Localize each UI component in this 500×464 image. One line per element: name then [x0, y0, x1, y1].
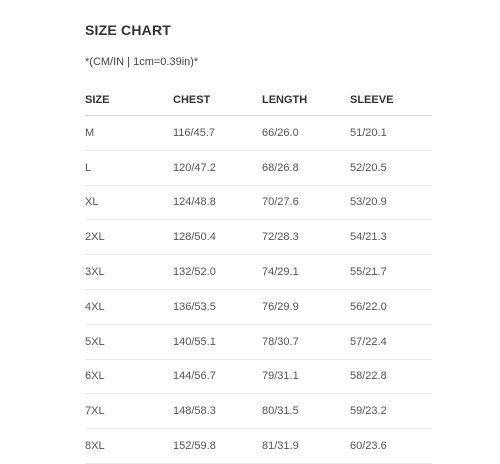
- size-cell: 8XL: [85, 429, 173, 464]
- table-row: [85, 394, 432, 429]
- column-header-length: LENGTH: [262, 84, 350, 116]
- table-header: [85, 84, 432, 116]
- sleeve-cell: 53/20.9: [350, 185, 432, 220]
- length-cell: 68/26.8: [262, 150, 350, 185]
- table-row: [85, 220, 432, 255]
- chest-cell: 128/50.4: [173, 220, 262, 255]
- sleeve-cell: 58/22.8: [350, 359, 432, 394]
- length-cell: 79/31.1: [262, 359, 350, 394]
- size-cell: 6XL: [85, 359, 173, 394]
- table-body: [85, 116, 432, 464]
- column-header-sleeve: SLEEVE: [350, 84, 432, 116]
- chest-cell: 120/47.2: [173, 150, 262, 185]
- size-table: [85, 84, 432, 464]
- table-row: [85, 289, 432, 324]
- chest-cell: 116/45.7: [173, 116, 262, 151]
- size-cell: XL: [85, 185, 173, 220]
- chest-cell: 140/55.1: [173, 324, 262, 359]
- column-header-chest: CHEST: [173, 84, 262, 116]
- table-row: [85, 116, 432, 151]
- size-cell: 5XL: [85, 324, 173, 359]
- sleeve-cell: 60/23.6: [350, 429, 432, 464]
- length-cell: 70/27.6: [262, 185, 350, 220]
- table-row: [85, 359, 432, 394]
- size-cell: L: [85, 150, 173, 185]
- sleeve-cell: 54/21.3: [350, 220, 432, 255]
- table-row: [85, 185, 432, 220]
- chest-cell: 148/58.3: [173, 394, 262, 429]
- length-cell: 72/28.3: [262, 220, 350, 255]
- sleeve-cell: 55/21.7: [350, 255, 432, 290]
- table-row: [85, 429, 432, 464]
- chest-cell: 136/53.5: [173, 289, 262, 324]
- length-cell: 74/29.1: [262, 255, 350, 290]
- chest-cell: 144/56.7: [173, 359, 262, 394]
- length-cell: 81/31.9: [262, 429, 350, 464]
- chest-cell: 124/48.8: [173, 185, 262, 220]
- size-cell: 2XL: [85, 220, 173, 255]
- table-header-row: [85, 84, 432, 116]
- length-cell: 80/31.5: [262, 394, 350, 429]
- length-cell: 76/29.9: [262, 289, 350, 324]
- length-cell: 66/26.0: [262, 116, 350, 151]
- unit-note: *(CM/IN | 1cm=0.39in)*: [85, 56, 199, 68]
- chest-cell: 152/59.8: [173, 429, 262, 464]
- size-chart-title: SIZE CHART: [85, 22, 171, 38]
- table-row: [85, 150, 432, 185]
- table-row: [85, 324, 432, 359]
- table-row: [85, 255, 432, 290]
- column-header-size: SIZE: [85, 84, 173, 116]
- sleeve-cell: 51/20.1: [350, 116, 432, 151]
- size-cell: 7XL: [85, 394, 173, 429]
- chest-cell: 132/52.0: [173, 255, 262, 290]
- sleeve-cell: 52/20.5: [350, 150, 432, 185]
- size-cell: 3XL: [85, 255, 173, 290]
- length-cell: 78/30.7: [262, 324, 350, 359]
- size-cell: 4XL: [85, 289, 173, 324]
- sleeve-cell: 56/22.0: [350, 289, 432, 324]
- sleeve-cell: 59/23.2: [350, 394, 432, 429]
- size-cell: M: [85, 116, 173, 151]
- sleeve-cell: 57/22.4: [350, 324, 432, 359]
